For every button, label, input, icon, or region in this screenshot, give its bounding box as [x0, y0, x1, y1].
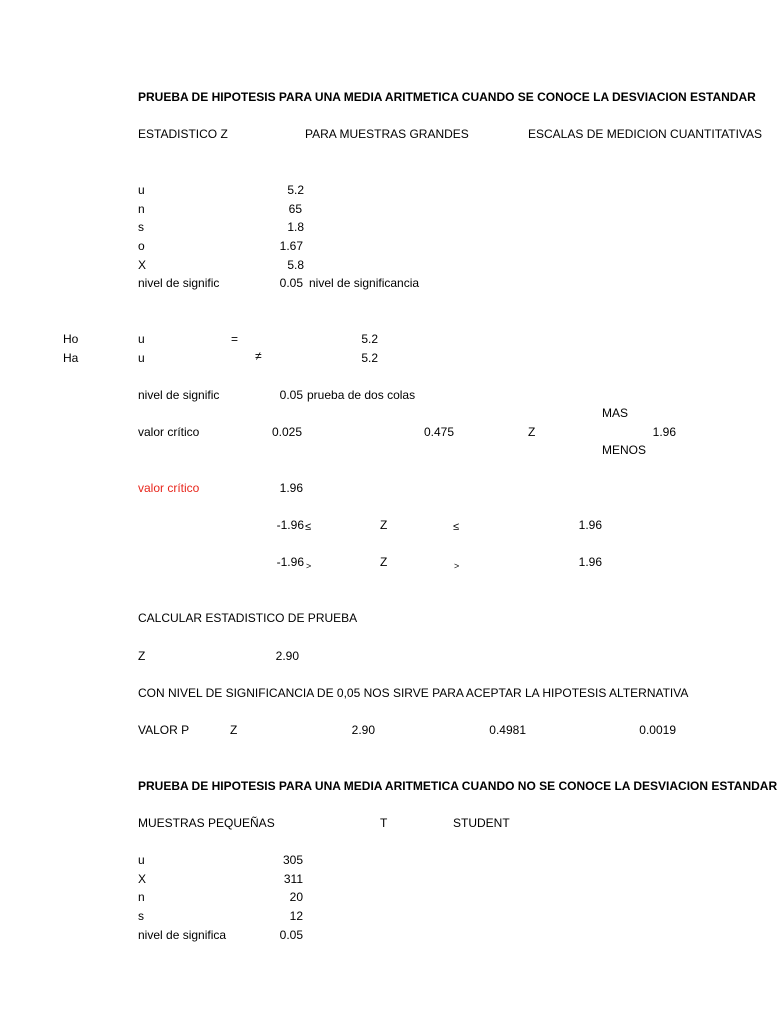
signif-note: prueba de dos colas [307, 388, 416, 402]
subheader-estadistico-z: ESTADISTICO Z [138, 127, 228, 141]
hypothesis-var: u [138, 351, 145, 365]
signif-label: nivel de signific [138, 388, 220, 402]
param-label: u [138, 853, 145, 867]
param-value: 5.8 [287, 258, 304, 272]
critical-alpha-half: 0.025 [271, 425, 302, 439]
hypothesis-value: 5.2 [361, 332, 378, 346]
region-var: Z [380, 555, 388, 569]
p-value-area: 0.4981 [489, 723, 526, 737]
param-note: nivel de significancia [309, 276, 420, 290]
param-label: u [138, 183, 145, 197]
param-value: 311 [283, 872, 303, 886]
hypothesis-name: Ho [63, 332, 79, 346]
hypothesis-op: ≠ [255, 349, 262, 363]
region-op2: ≤ [453, 521, 460, 533]
hypothesis-var: u [138, 332, 145, 346]
param-label: o [138, 239, 145, 253]
region-op2: > [454, 561, 460, 571]
param-label: nivel de significa [138, 928, 227, 942]
mas-label: MAS [602, 406, 629, 420]
signif-value: 0.05 [279, 388, 303, 402]
hypothesis-value: 5.2 [361, 351, 378, 365]
calc-label: CALCULAR ESTADISTICO DE PRUEBA [138, 611, 358, 625]
subheader-muestras-pequenas: MUESTRAS PEQUEÑAS [138, 816, 275, 830]
hypothesis-op: = [231, 332, 239, 346]
conclusion: CON NIVEL DE SIGNIFICANCIA DE 0,05 NOS SIRVE PARA ACEPTAR LA HIPOTESIS ALTERNATIVA [138, 686, 689, 700]
critical-value-label: valor crítico [138, 481, 200, 495]
p-value-z: Z [230, 723, 238, 737]
region-left: -1.96 [276, 555, 304, 569]
subheader-escalas: ESCALAS DE MEDICION CUANTITATIVAS [528, 127, 763, 141]
region-right: 1.96 [578, 518, 602, 532]
param-label: n [138, 202, 145, 216]
z-result-value: 2.90 [275, 649, 299, 663]
subheader-student: STUDENT [453, 816, 510, 830]
param-value: 1.8 [287, 220, 304, 234]
region-left: -1.96 [276, 518, 304, 532]
param-value: 0.05 [279, 928, 303, 942]
region-var: Z [380, 518, 388, 532]
section1-title: PRUEBA DE HIPOTESIS PARA UNA MEDIA ARITMETICA CUANDO SE CONOCE LA DESVIACION ESTANDAR [138, 90, 756, 104]
param-value: 305 [282, 853, 303, 867]
param-label: n [138, 890, 145, 904]
p-value-zval: 2.90 [351, 723, 375, 737]
section2-title: PRUEBA DE HIPOTESIS PARA UNA MEDIA ARITMETICA CUANDO NO SE CONOCE LA DESVIACION ESTANDAR [138, 779, 777, 793]
critical-z-value: 1.96 [652, 425, 676, 439]
menos-label: MENOS [602, 443, 647, 457]
subheader-t: T [380, 816, 388, 830]
critical-z: Z [528, 425, 536, 439]
param-value: 20 [289, 890, 303, 904]
param-value: 0.05 [279, 276, 303, 290]
hypothesis-name: Ha [63, 351, 79, 365]
param-value: 65 [288, 202, 302, 216]
param-label: s [138, 220, 144, 234]
param-value: 12 [289, 909, 303, 923]
param-label: s [138, 909, 144, 923]
param-label: X [138, 872, 147, 886]
p-value-label: VALOR P [138, 723, 190, 737]
p-value: 0.0019 [639, 723, 676, 737]
param-label: X [138, 258, 147, 272]
subheader-muestras-grandes: PARA MUESTRAS GRANDES [305, 127, 469, 141]
region-right: 1.96 [578, 555, 602, 569]
critical-value: 1.96 [279, 481, 303, 495]
param-label: nivel de signific [138, 276, 220, 290]
critical-label: valor crítico [138, 425, 200, 439]
z-result-label: Z [138, 649, 146, 663]
param-value: 1.67 [279, 239, 303, 253]
param-value: 5.2 [287, 183, 304, 197]
region-op1: > [306, 561, 312, 571]
region-op1: ≤ [305, 521, 312, 533]
critical-area: 0.475 [423, 425, 454, 439]
